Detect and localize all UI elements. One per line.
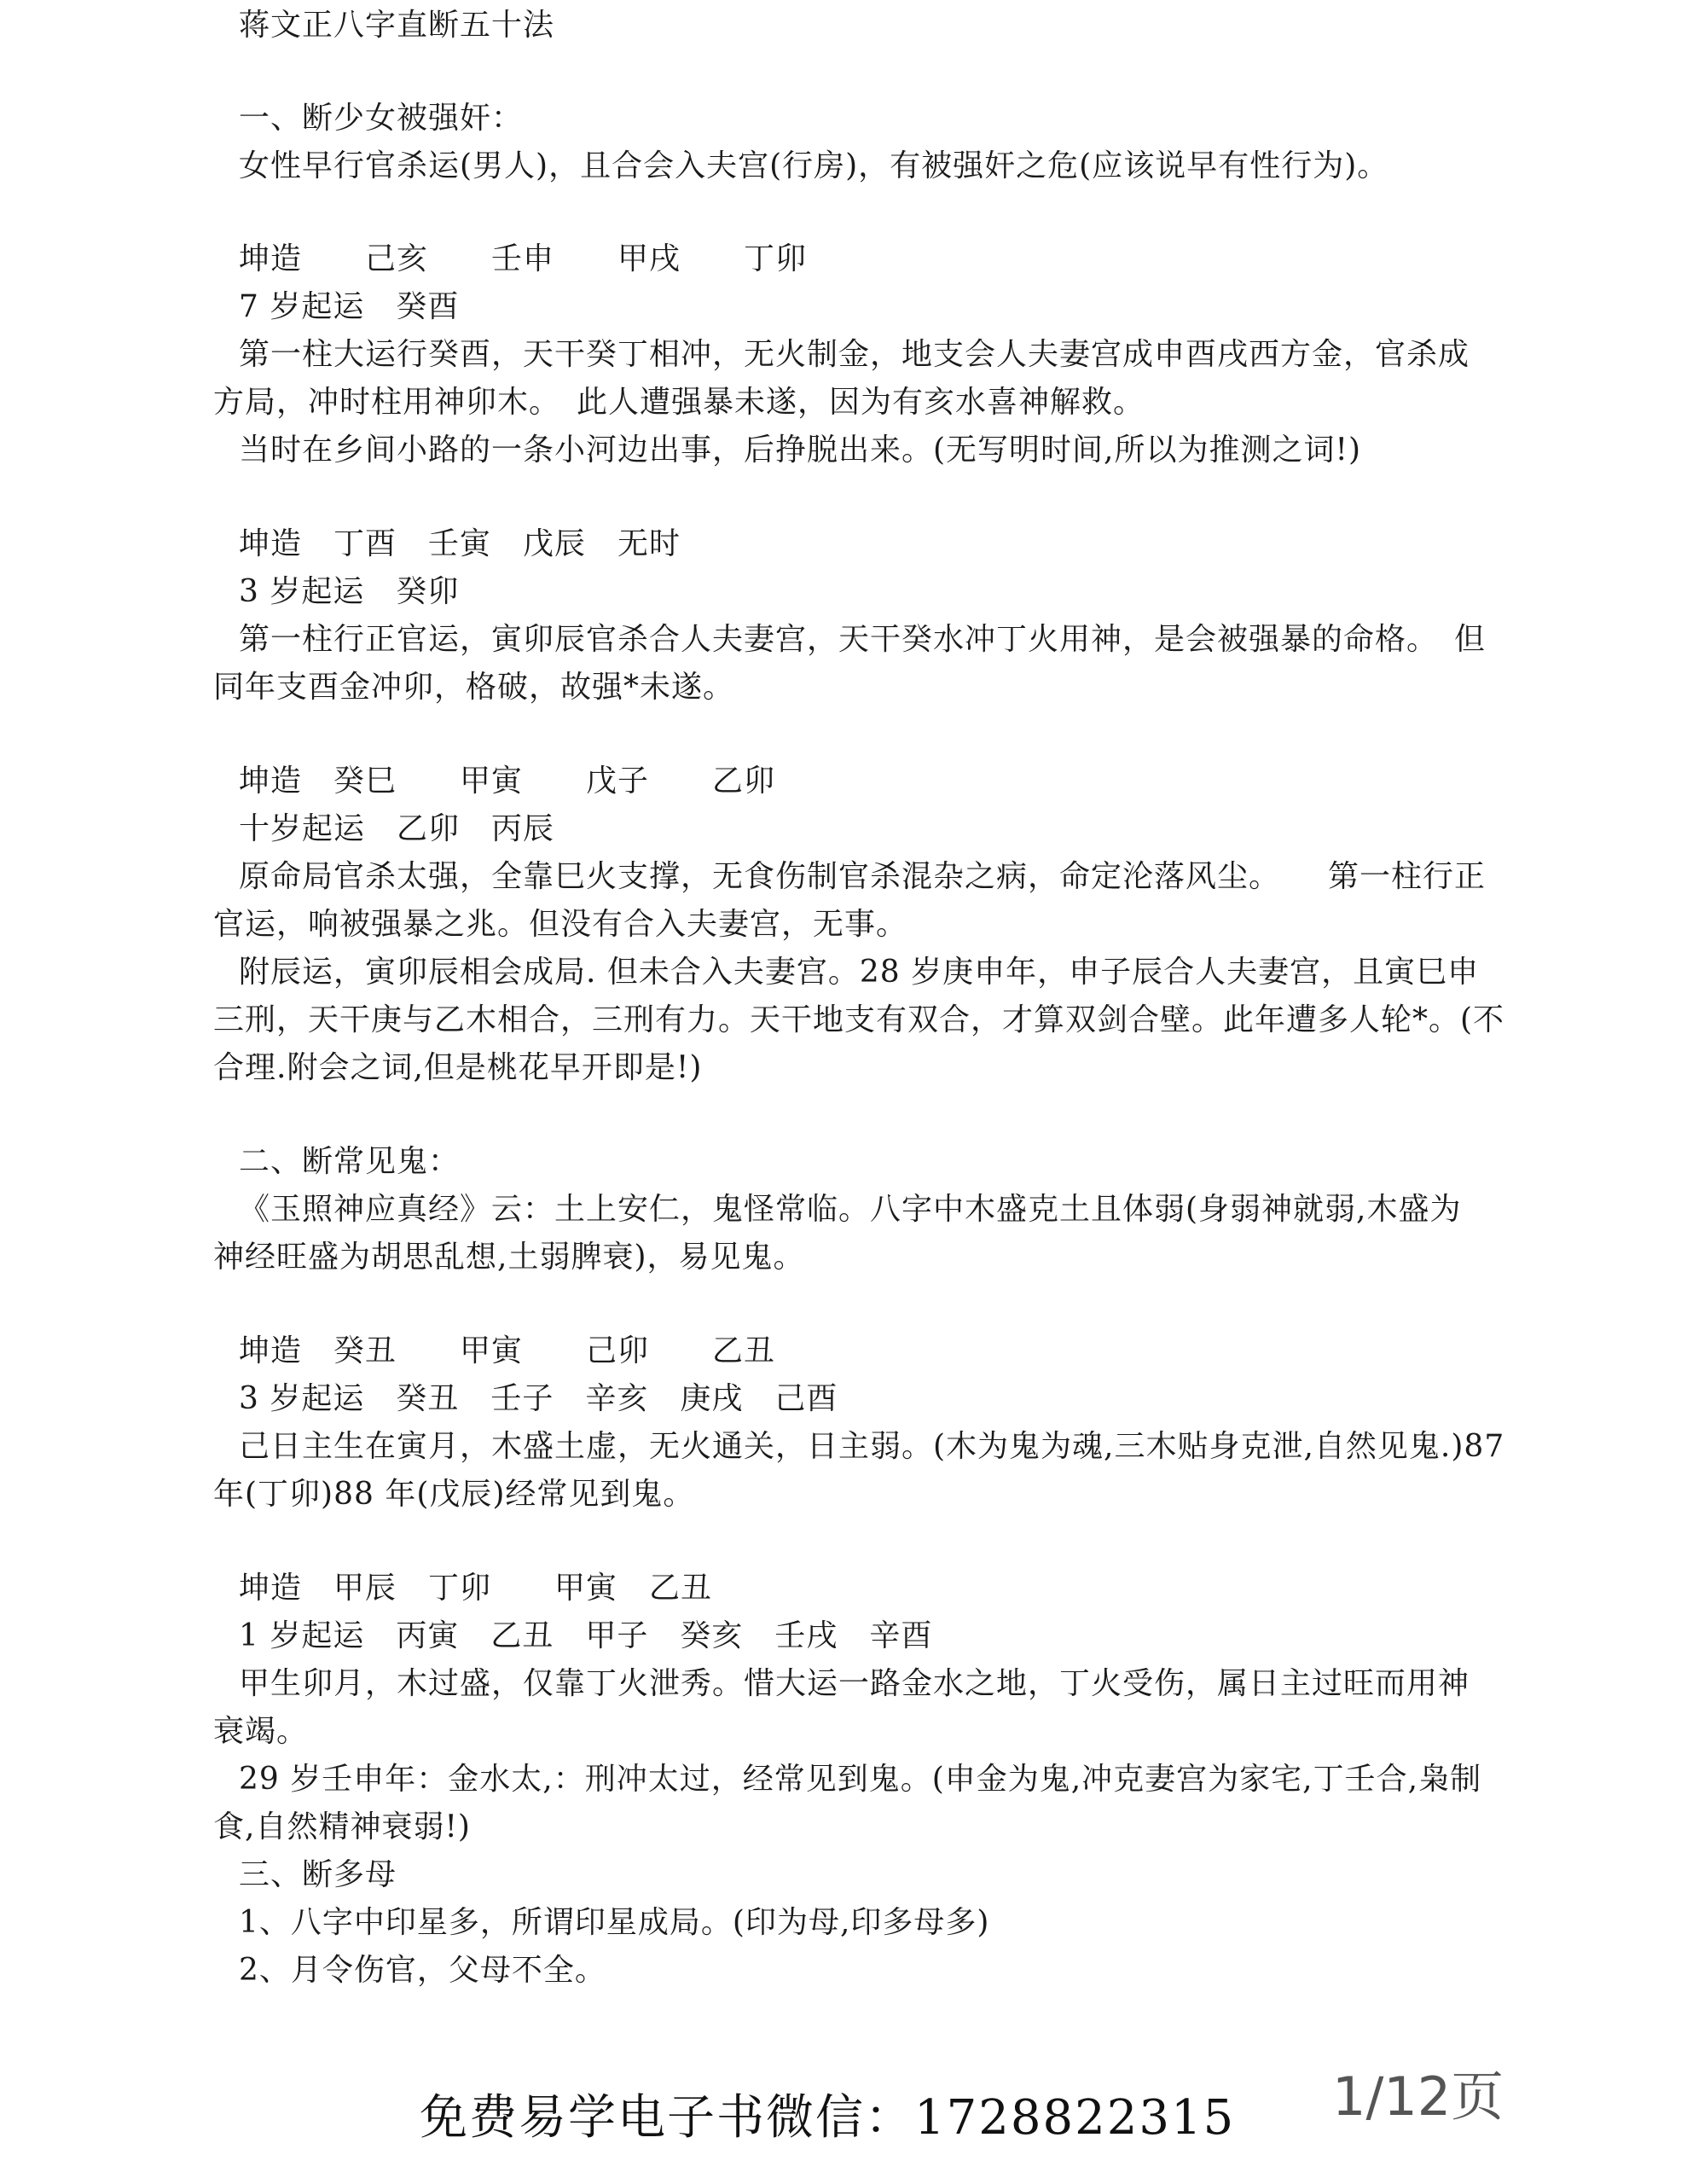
chart-line: 1 岁起运 丙寅 乙丑 甲子 癸亥 壬戌 辛酉	[239, 1618, 933, 1653]
paragraph-line: 方局，冲时柱用神卯木。 此人遭强暴未遂，因为有亥水喜神解救。	[213, 385, 1145, 420]
paragraph-line: 第一柱大运行癸酉，天干癸丁相冲，无火制金，地支会人夫妻宫成申酉戌西方金，官杀成	[239, 337, 1470, 372]
chart-line: 7 岁起运 癸酉	[239, 289, 460, 324]
chart-line: 坤造 丁酉 壬寅 戊辰 无时	[239, 526, 681, 561]
paragraph-line: 神经旺盛为胡思乱想,土弱脾衰)，易见鬼。	[213, 1240, 805, 1275]
chart-line: 坤造 甲辰 丁卯 甲寅 乙丑	[239, 1571, 713, 1606]
paragraph-line: 同年支酉金冲卯，格破，故强*未遂。	[213, 670, 735, 705]
chart-line: 坤造 癸丑 甲寅 己卯 乙丑	[239, 1333, 776, 1368]
paragraph-line: 原命局官杀太强，全靠巳火支撑，无食伤制官杀混杂之病，命定沦落风尘。 第一柱行正	[239, 859, 1487, 894]
chart-line: 3 岁起运 癸丑 壬子 辛亥 庚戌 己酉	[239, 1381, 838, 1416]
page-indicator: 1/12页	[1332, 2065, 1504, 2128]
paragraph-line: 三刑，天干庚与乙木相合，三刑有力。天干地支有双合，才算双剑合壁。此年遭多人轮*。(不	[213, 1002, 1505, 1037]
footer-contact-text: 免费易学电子书微信：1728822315	[420, 2090, 1236, 2146]
paragraph-line: 合理.附会之词,但是桃花早开即是!)	[213, 1050, 703, 1085]
chart-line: 坤造 己亥 壬申 甲戌 丁卯	[239, 241, 808, 276]
section-heading: 三、断多母	[239, 1857, 397, 1892]
chart-line: 十岁起运 乙卯 丙辰	[239, 811, 555, 846]
paragraph-line: 29 岁壬申年：金水太,：刑冲太过，经常见到鬼。(申金为鬼,冲克妻宫为家宅,丁壬合,枭制	[239, 1762, 1482, 1797]
paragraph-line: 年(丁卯)88 年(戊辰)经常见到鬼。	[213, 1477, 695, 1512]
paragraph-line: 1、八字中印星多，所谓印星成局。(印为母,印多母多)	[239, 1905, 990, 1940]
paragraph-line: 衰竭。	[213, 1714, 309, 1749]
chart-line: 坤造 癸巳 甲寅 戊子 乙卯	[239, 764, 776, 799]
paragraph-line: 2、月令伤官，父母不全。	[239, 1953, 606, 1988]
paragraph-line: 女性早行官杀运(男人)，且合会入夫宫(行房)，有被强奸之危(应该说早有性行为)。	[239, 148, 1389, 183]
paragraph-line: 甲生卯月，木过盛，仅靠丁火泄秀。惜大运一路金水之地，丁火受伤，属日主过旺而用神	[239, 1666, 1470, 1701]
paragraph-line: 官运，响被强暴之兆。但没有合入夫妻宫，无事。	[213, 907, 908, 942]
paragraph-line: 《玉照神应真经》云：土上安仁，鬼怪常临。八字中木盛克土且体弱(身弱神就弱,木盛为	[239, 1192, 1462, 1227]
chart-line: 3 岁起运 癸卯	[239, 574, 460, 609]
paragraph-line: 己日主生在寅月，木盛土虚，无火通关，日主弱。(木为鬼为魂,三木贴身克泄,自然见鬼.)87	[239, 1429, 1505, 1464]
document-title: 蒋文正八字直断五十法	[239, 8, 555, 43]
paragraph-line: 附辰运，寅卯辰相会成局. 但未合入夫妻宫。28 岁庚申年，申子辰合人夫妻宫，且寅巳申	[239, 955, 1480, 990]
paragraph-line: 第一柱行正官运，寅卯辰官杀合人夫妻宫，天干癸水冲丁火用神，是会被强暴的命格。 但	[239, 622, 1487, 657]
paragraph-line: 食,自然精神衰弱!)	[213, 1809, 471, 1844]
section-heading: 二、断常见鬼：	[239, 1144, 461, 1179]
paragraph-line: 当时在乡间小路的一条小河边出事，后挣脱出来。(无写明时间,所以为推测之词!)	[239, 433, 1362, 468]
section-heading: 一、断少女被强奸：	[239, 101, 524, 136]
